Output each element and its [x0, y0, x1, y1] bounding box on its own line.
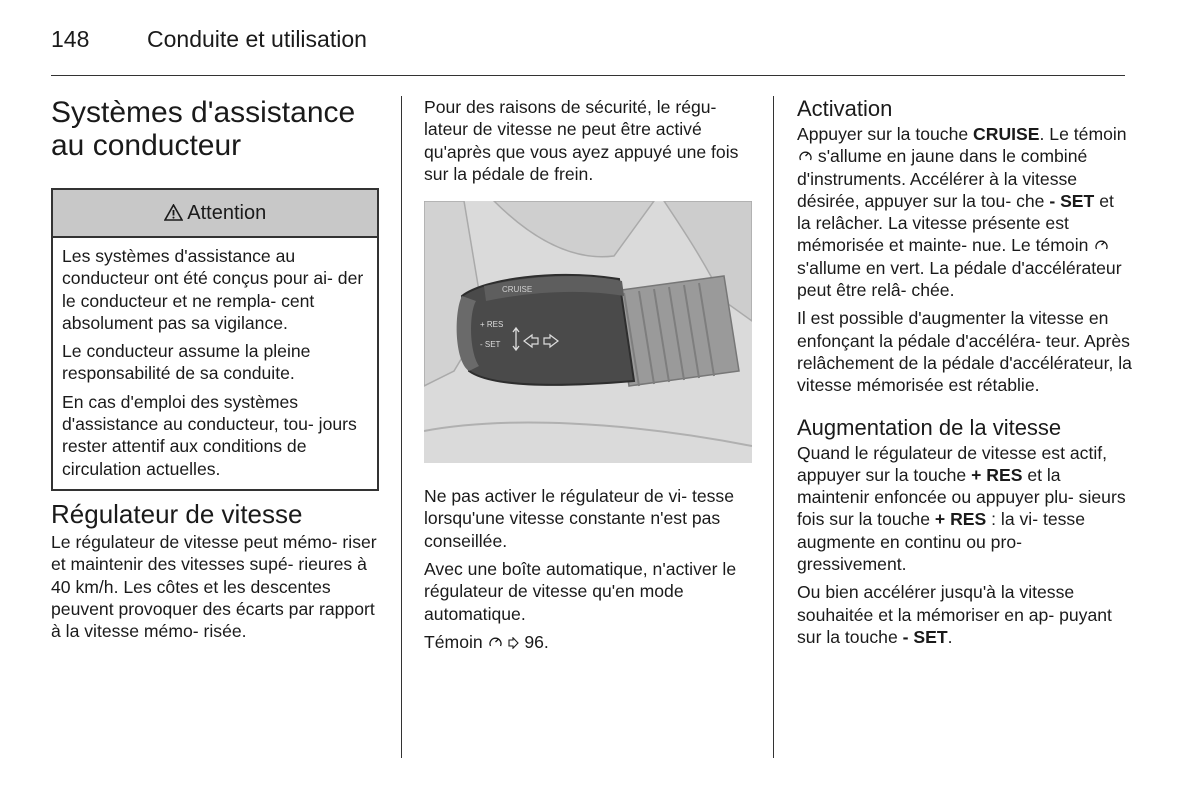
set-key-label: - SET — [902, 626, 948, 647]
cruise-control-indicator-icon — [488, 631, 504, 653]
attention-box — [51, 188, 379, 491]
stalk-label-set: - SET — [480, 340, 501, 350]
res-key-label: + RES — [934, 509, 987, 530]
column-3 — [797, 96, 1132, 654]
accelerate-paragraph: Il est possible d'augmenter la vitesse en enfonçant la pédale d'accéléra- teur. Après relâchement de la pédale d'accélérateur, la vitesse mémorisée est rétablie. — [797, 308, 1132, 396]
activation-text-5: s'allume en vert. La pédale d'accélérateur peut être relâ- chée. — [797, 257, 1122, 301]
attention-header — [53, 190, 377, 238]
cruise-control-stalk-illustration — [424, 201, 752, 463]
header-rule — [51, 75, 1125, 76]
activation-heading: Activation — [797, 96, 893, 121]
set-key-label: - SET — [1049, 190, 1095, 211]
increase-text-2: et la maintenir enfoncée ou appuyer plu- sieurs fois sur la touche — [797, 464, 1126, 530]
page-reference-arrow-icon — [508, 632, 524, 652]
cruise-control-indicator-icon — [797, 145, 813, 167]
column-1 — [51, 96, 381, 648]
indicator-reference — [424, 631, 760, 653]
res-key-label: + RES — [971, 464, 1023, 485]
attention-label: Attention — [187, 202, 267, 224]
page-reference-number: 96. — [524, 631, 549, 652]
increase-speed-heading: Augmentation de la vitesse — [797, 414, 1062, 440]
indicator-reference-label: Témoin — [424, 631, 483, 652]
increase-paragraph — [797, 442, 1132, 576]
chapter-heading: Systèmes d'assistance au conducteur — [51, 96, 356, 162]
activation-text-1: Appuyer sur la touche — [797, 124, 969, 144]
not-recommended-paragraph: Ne pas activer le régulateur de vi- tesse lorsqu'une vitesse constante n'est pas conseillée. — [424, 486, 734, 551]
increase-text-1: Quand le régulateur de vitesse est actif, appuyer sur la touche — [797, 442, 1108, 485]
activation-text-4: et la relâcher. La vitesse présente est mémorisée et mainte- nue. Le témoin — [797, 190, 1114, 256]
column-divider-1 — [401, 96, 402, 758]
attention-paragraph-2: Le conducteur assume la pleine responsabilité de sa conduite. — [62, 341, 311, 384]
activation-text-2: . Le témoin — [1039, 124, 1127, 144]
alternative-paragraph — [797, 581, 1132, 648]
column-2 — [424, 96, 760, 659]
attention-body — [53, 238, 377, 489]
stalk-label-res: + RES — [480, 320, 504, 330]
stalk-label-cruise: CRUISE — [502, 285, 533, 295]
alternative-text-1: Ou bien accélérer jusqu'à la vitesse souhaitée et la mémoriser en ap- puyant sur la touche — [797, 582, 1112, 647]
attention-paragraph-1: Les systèmes d'assistance au conducteur ont été conçus pour ai- der le conducteur et ne rempla- cent absolument pas sa vigilance. — [62, 246, 364, 333]
cruise-control-indicator-icon — [1093, 234, 1109, 256]
column-divider-2 — [773, 96, 774, 758]
activation-paragraph — [797, 123, 1132, 301]
attention-paragraph-3: En cas d'emploi des systèmes d'assistance au conducteur, tou- jours rester attentif aux conditions de circulation actuelles. — [62, 391, 357, 479]
section-title: Conduite et utilisation — [147, 26, 367, 52]
automatic-gearbox-paragraph: Avec une boîte automatique, n'activer le régulateur de vitesse qu'en mode automatique. — [424, 559, 737, 624]
cruise-key-label: CRUISE — [973, 124, 1040, 144]
page-number: 148 — [51, 26, 90, 52]
increase-text-3: : la vi- tesse augmente en continu ou pro- gressivement. — [797, 509, 1086, 575]
section-heading-cruise-control: Régulateur de vitesse — [51, 498, 303, 529]
cruise-control-intro: Le régulateur de vitesse peut mémo- riser et maintenir des vitesses supé- rieures à 40 km/h. Les côtes et les descentes peuvent provoquer des écarts par rapport à la vitesse mémo- risée. — [51, 531, 377, 642]
warning-triangle-icon — [164, 202, 187, 224]
activation-text-3: s'allume en jaune dans le combiné d'instruments. Accélérer à la vitesse désirée, appuyer sur la tou- che — [797, 146, 1088, 211]
safety-paragraph: Pour des raisons de sécurité, le régu- lateur de vitesse ne peut être activé qu'après que vous ayez appuyé une fois sur la pédale de frein. — [424, 97, 739, 184]
alternative-text-2: . — [947, 626, 953, 647]
